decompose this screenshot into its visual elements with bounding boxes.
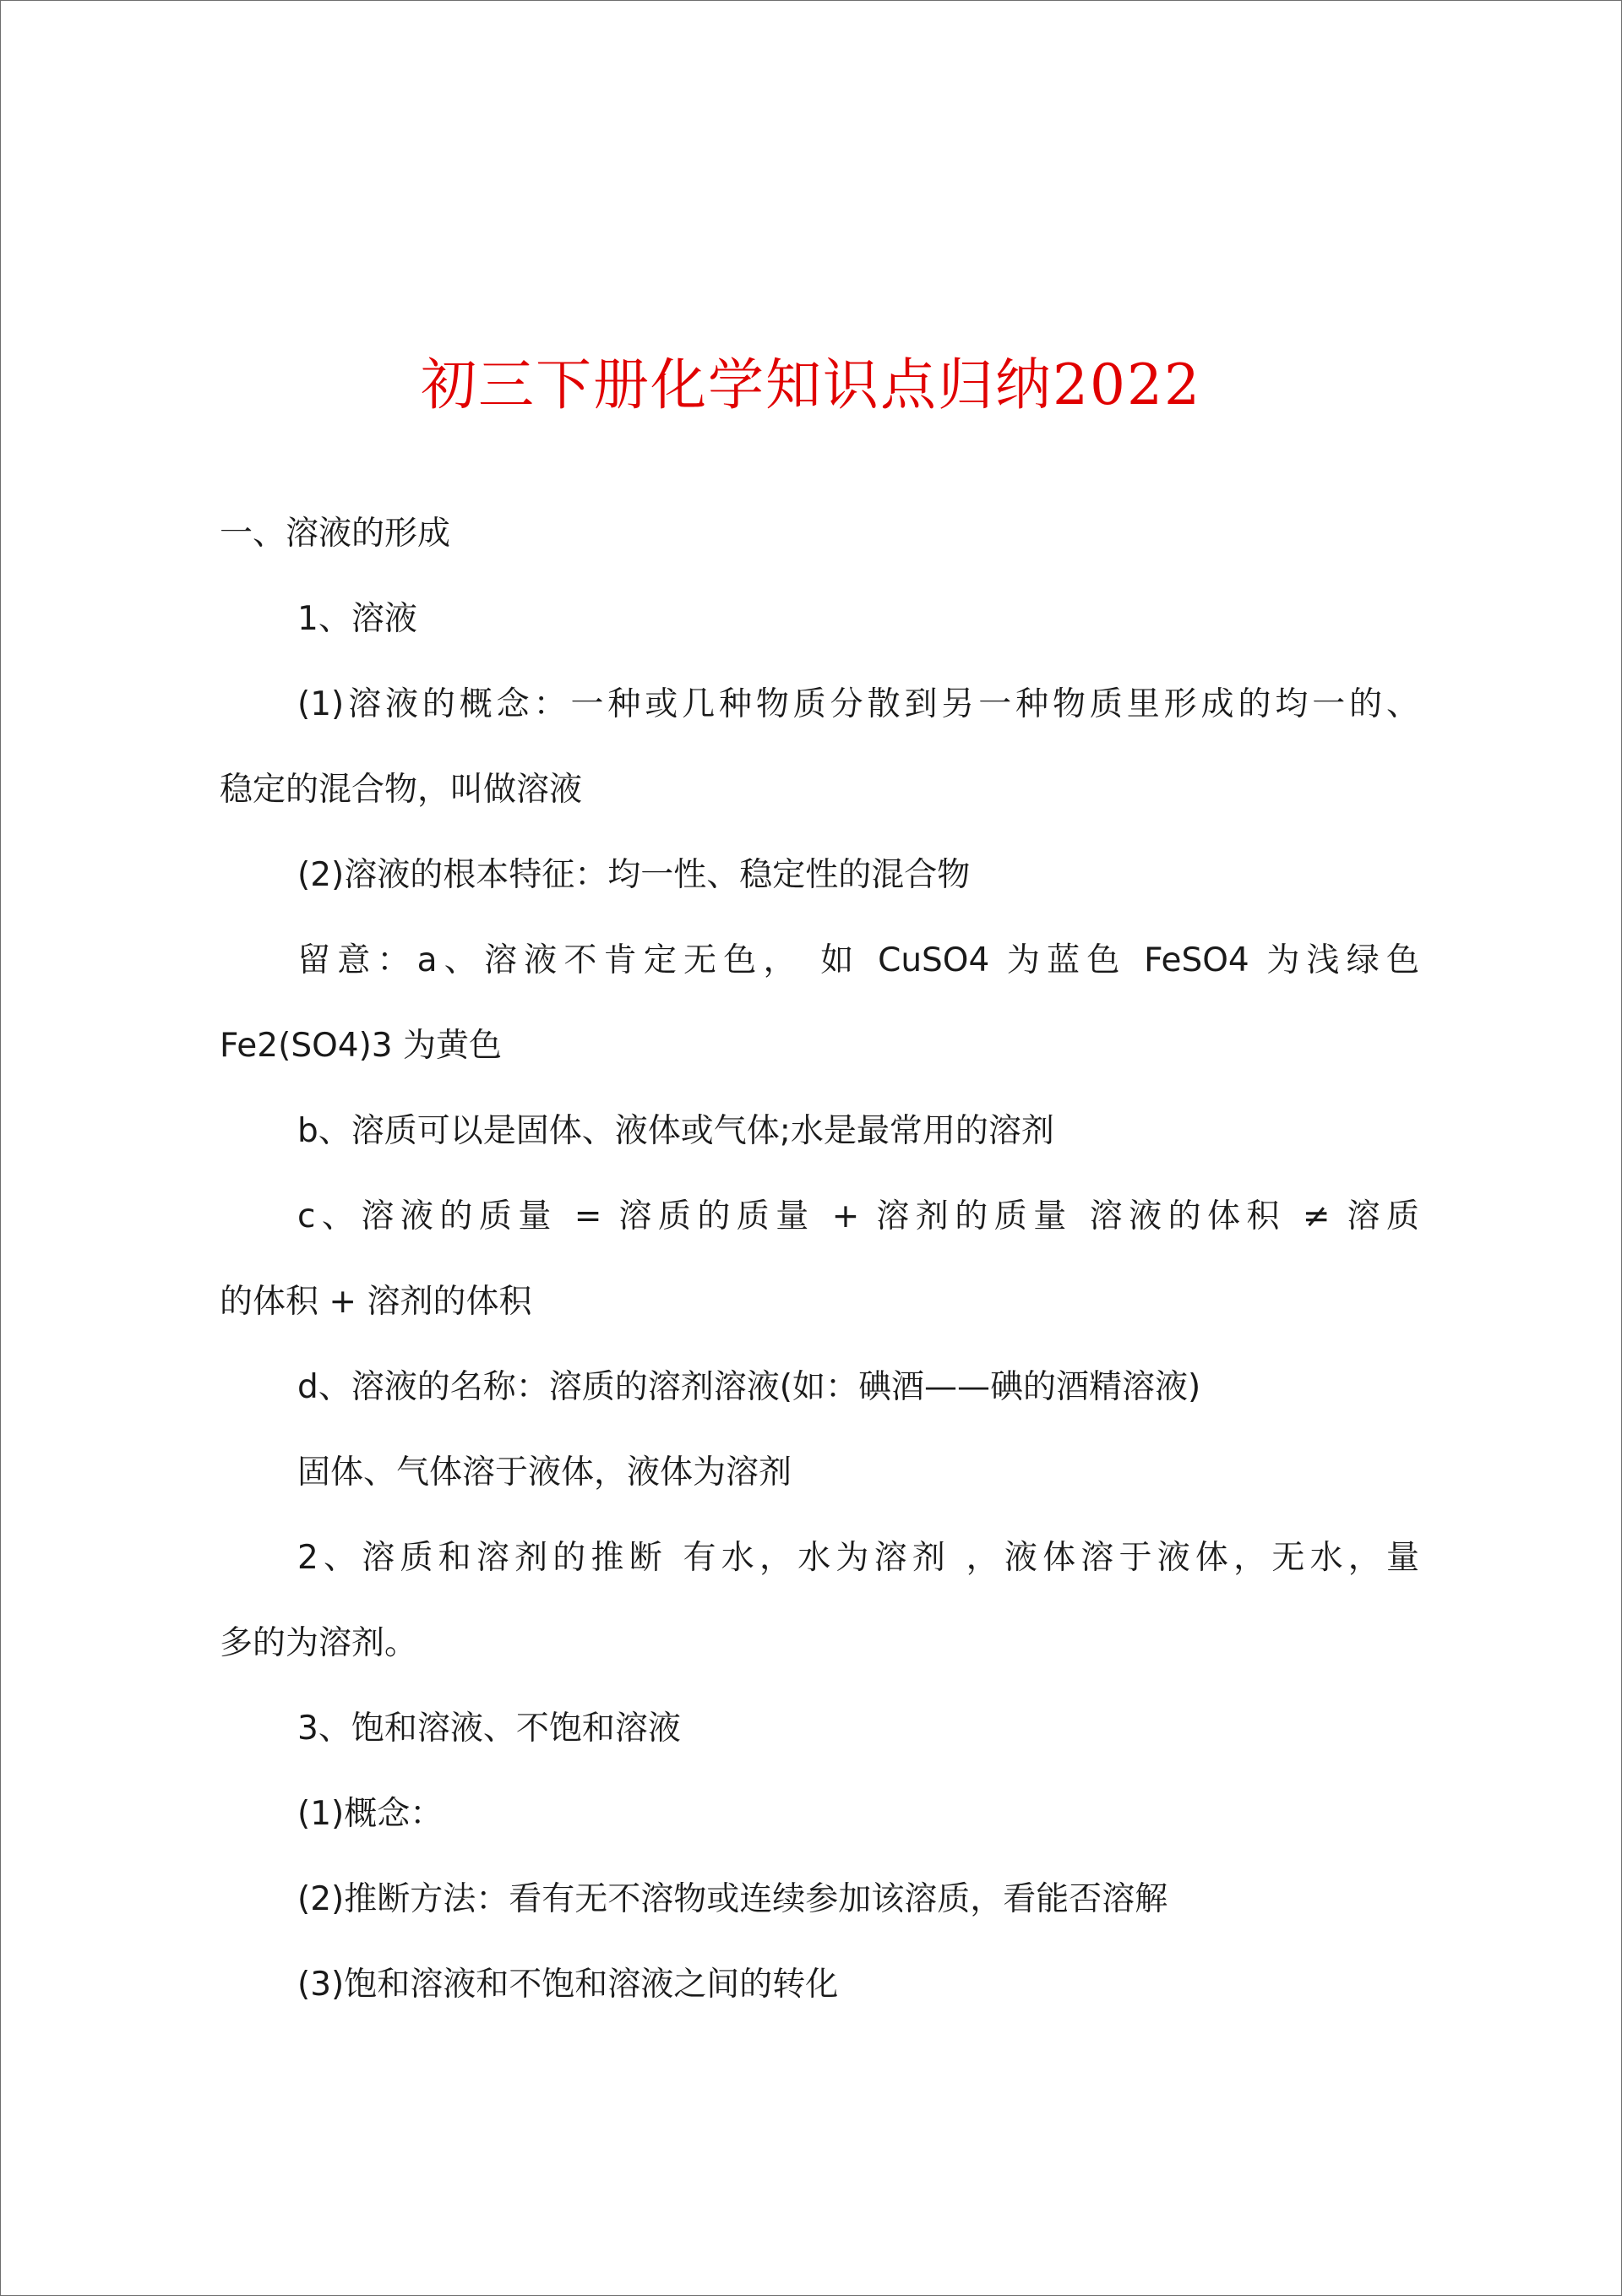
document-body [220,491,1419,2027]
subsection-heading: 1、溶液 [297,600,417,638]
paragraph-line: 2、溶质和溶剂的推断 有水，水为溶剂 ，液体溶于液体，无水，量 [297,1539,1419,1577]
paragraph-line: 多的为溶剂。 [220,1624,418,1662]
paragraph-line: 的体积 + 溶剂的体积 [220,1283,532,1321]
paragraph-line: (1)概念： [297,1795,444,1833]
paragraph-line: Fe2(SO4)3 为黄色 [220,1027,503,1065]
section-heading: 一、溶液的形成 [220,515,451,553]
paragraph-line: (1)溶液的概念：一种或几种物质分散到另一种物质里形成的均一的、 [297,685,1419,723]
paragraph-line: 稳定的混合物，叫做溶液 [220,771,583,809]
paragraph-line: (2)溶液的根本特征：均一性、稳定性的混合物 [297,856,971,894]
paragraph-line: c、溶液的质量 = 溶质的质量 + 溶剂的质量 溶液的体积 ≠ 溶质 [297,1197,1419,1235]
paragraph-line: 留意：a、溶液不肯定无色， 如 CuSO4 为蓝色 FeSO4 为浅绿色 [297,941,1419,979]
document-title: 初三下册化学知识点归纳2022 [421,352,1201,417]
paragraph-line: (3)饱和溶液和不饱和溶液之间的转化 [297,1966,839,2004]
paragraph-line: b、溶质可以是固体、液体或气体;水是最常用的溶剂 [297,1112,1054,1150]
paragraph-line: (2)推断方法：看有无不溶物或连续参加该溶质，看能否溶解 [297,1880,1168,1918]
paragraph-line: d、溶液的名称：溶质的溶剂溶液(如：碘酒——碘的酒精溶液) [297,1368,1201,1406]
subsection-heading: 3、饱和溶液、不饱和溶液 [297,1710,681,1748]
paragraph-line: 固体、气体溶于液体，液体为溶剂 [297,1453,792,1492]
